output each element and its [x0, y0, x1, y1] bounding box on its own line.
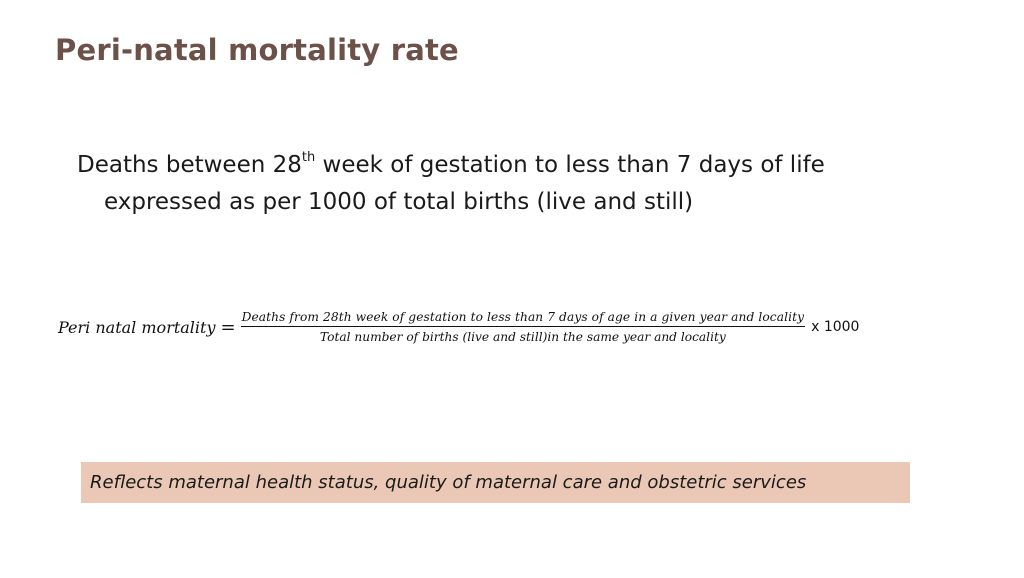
- definition-line1: [77, 152, 825, 178]
- note-box: [81, 462, 910, 503]
- definition-line1-end: week of gestation to less than 7 days of life: [315, 152, 825, 178]
- formula-lhs: Peri natal mortality: [58, 317, 216, 337]
- formula-fraction: [241, 310, 805, 344]
- slide-title: Peri-natal mortality rate: [55, 33, 459, 67]
- definition-line1-start: Deaths between 28: [77, 152, 302, 178]
- note-text: Reflects maternal health status, quality of maternal care and obstetric services: [90, 472, 807, 493]
- definition-line2: expressed as per 1000 of total births (live and still): [104, 189, 694, 215]
- formula-denominator: Total number of births (live and still)in the same year and locality: [319, 330, 726, 344]
- formula-numerator: Deaths from 28th week of gestation to less than 7 days of age in a given year and locality: [241, 310, 805, 327]
- formula: [58, 306, 859, 348]
- definition-superscript: th: [301, 150, 316, 166]
- formula-equals: =: [220, 316, 236, 338]
- definition-text: [77, 147, 897, 221]
- formula-multiplier: x 1000: [811, 319, 860, 335]
